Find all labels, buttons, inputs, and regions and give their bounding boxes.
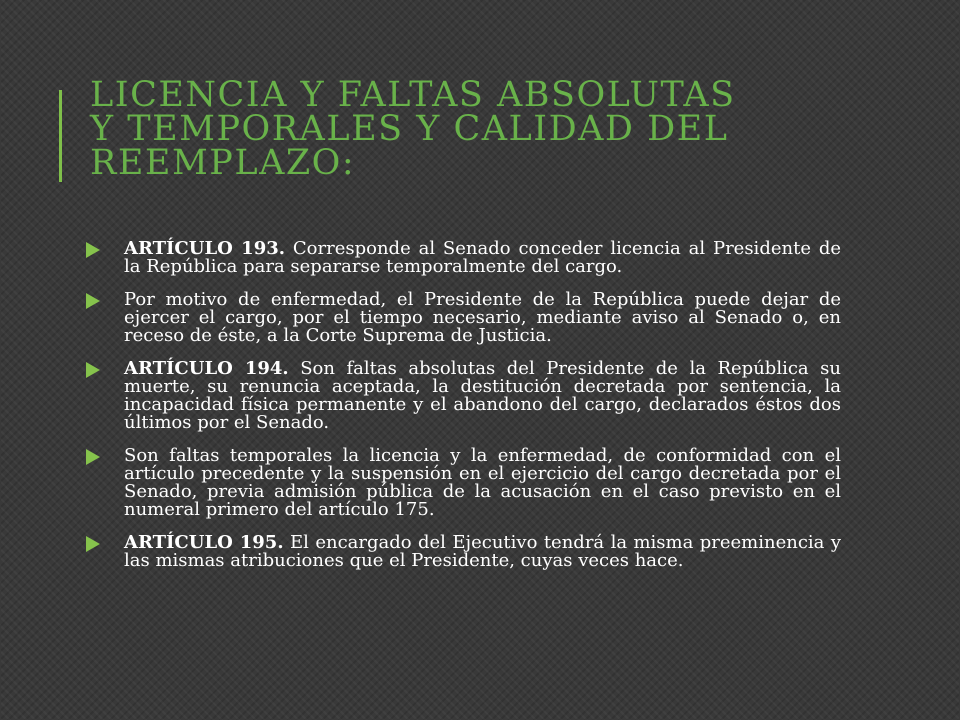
triangle-right-icon bbox=[86, 536, 100, 552]
triangle-right-icon bbox=[86, 362, 100, 378]
bullet-item-article-193 bbox=[86, 240, 841, 276]
slide-title-line-3: REEMPLAZO: bbox=[90, 143, 356, 183]
bullet-text: Son faltas absolutas del Presidente de la República su muerte, su renuncia aceptada, la destitución decretada por sentencia, la incapacidad física permanente y el abandono del cargo, declarados éstos dos últimos por el Senado. bbox=[124, 358, 842, 433]
bullet-text: Son faltas temporales la licencia y la enfermedad, de conformidad con el artículo precedente y la suspensión en el ejercicio del cargo decretada por el Senado, previa admisión pública de la acusación en el caso previsto en el numeral primero del artículo 175. bbox=[124, 445, 841, 520]
title-accent-bar bbox=[59, 90, 62, 182]
bullet-text: Por motivo de enfermedad, el Presidente de la República puede dejar de ejercer el cargo, por el tiempo necesario, mediante aviso al Senado o, en receso de éste, a la Corte Suprema de Justicia. bbox=[124, 289, 841, 346]
bullet-item-article-195 bbox=[86, 534, 841, 570]
slide-title-line-2: Y TEMPORALES Y CALIDAD DEL bbox=[90, 109, 729, 149]
bullet-text: Corresponde al Senado conceder licencia al Presidente de la República para separarse temporalmente del cargo. bbox=[124, 238, 842, 277]
bullet-item-article-194 bbox=[86, 360, 841, 432]
triangle-right-icon bbox=[86, 293, 100, 309]
bullet-item-temporary-absences bbox=[86, 447, 841, 519]
triangle-right-icon bbox=[86, 242, 100, 258]
slide-title bbox=[90, 75, 870, 183]
bullet-list bbox=[86, 240, 841, 585]
bullet-lead: ARTÍCULO 193. bbox=[124, 238, 286, 259]
bullet-lead: ARTÍCULO 195. bbox=[124, 532, 284, 553]
bullet-text: El encargado del Ejecutivo tendrá la misma preeminencia y las mismas atribuciones que el Presidente, cuyas veces hace. bbox=[124, 532, 841, 571]
bullet-lead: ARTÍCULO 194. bbox=[124, 358, 289, 379]
triangle-right-icon bbox=[86, 449, 100, 465]
bullet-item-illness bbox=[86, 291, 841, 345]
slide-title-line-1: LICENCIA Y FALTAS ABSOLUTAS bbox=[90, 75, 736, 115]
